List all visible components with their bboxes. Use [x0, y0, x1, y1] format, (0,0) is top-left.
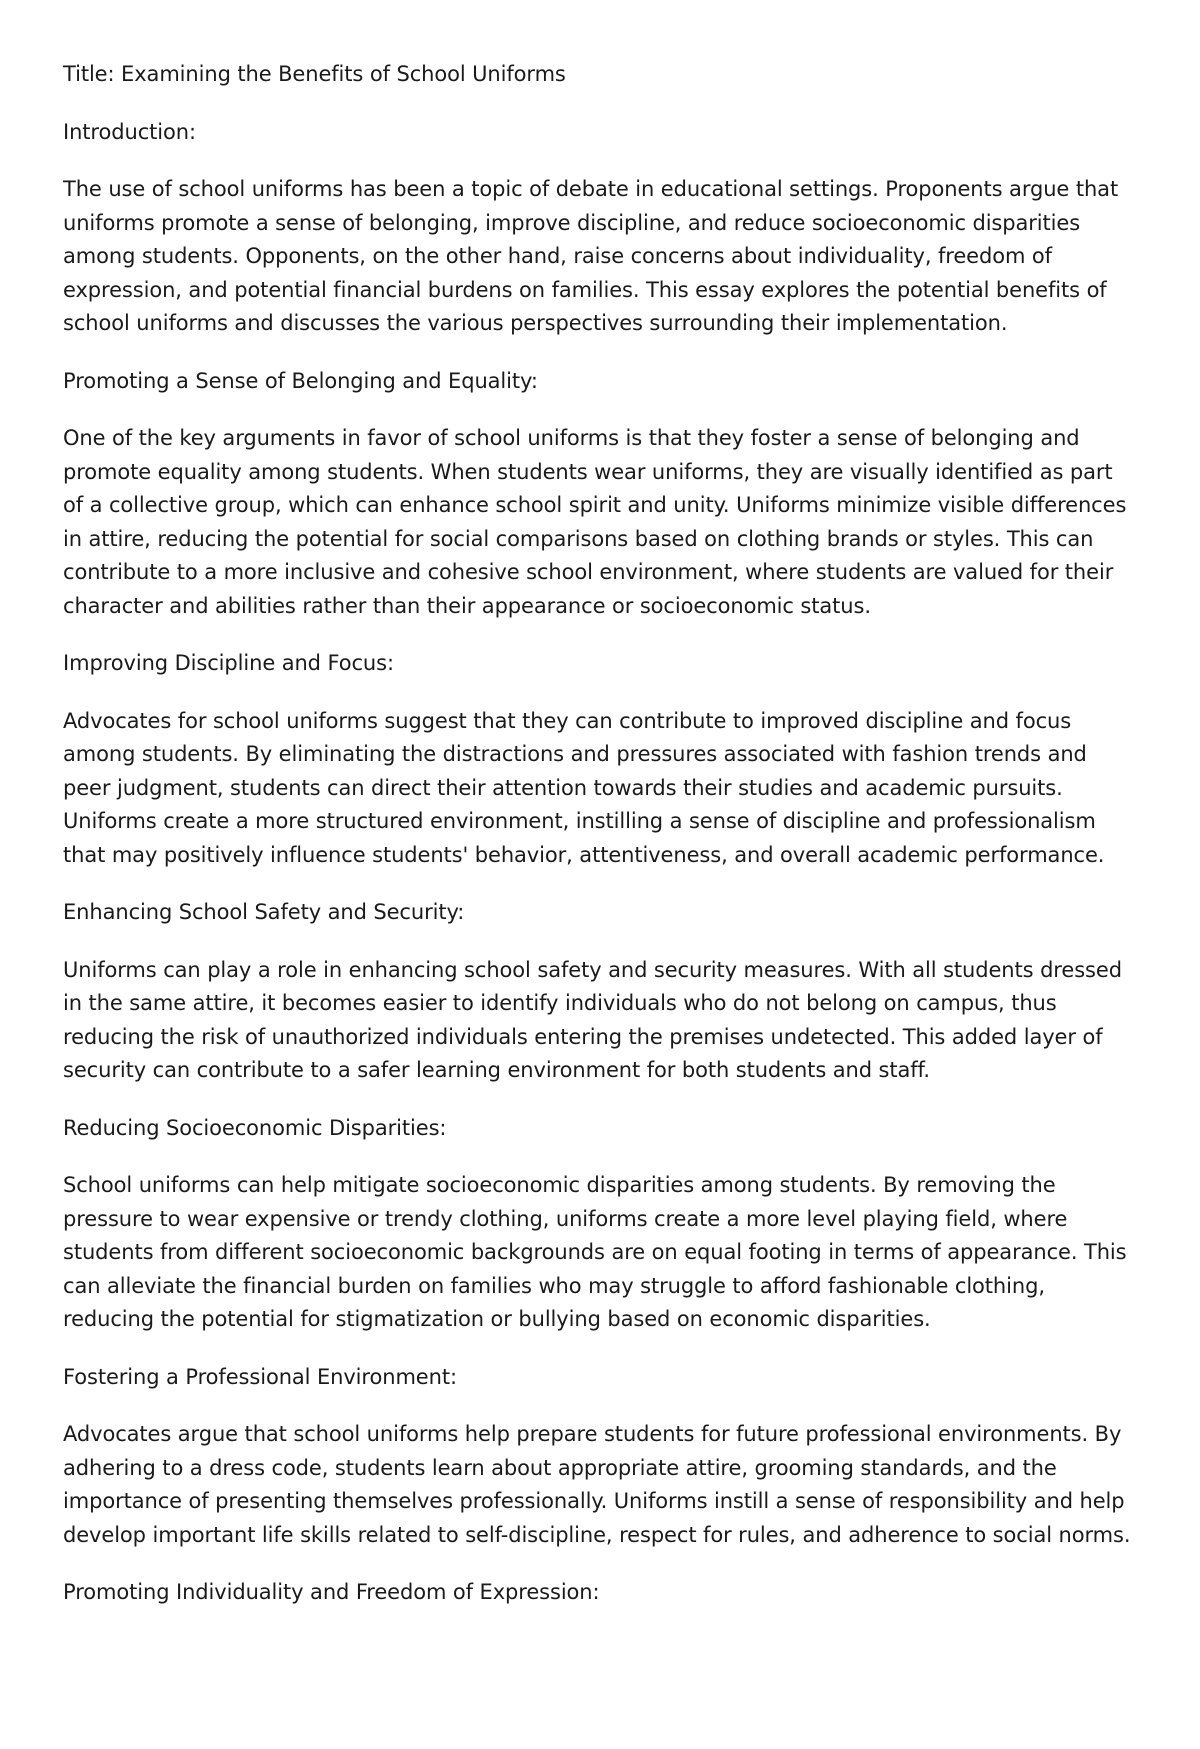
section-heading — [63, 1361, 1153, 1395]
paragraph-line: school uniforms and discusses the various perspectives surrounding their implementation. — [63, 311, 1008, 335]
paragraph-line: The use of school uniforms has been a topic of debate in educational settings. Proponents argue that — [63, 177, 1119, 201]
block-spacer — [63, 149, 1153, 173]
paragraph — [63, 1418, 1153, 1552]
block-spacer — [63, 681, 1153, 705]
paragraph-line: students from different socioeconomic backgrounds are on equal footing in terms of appearance. This — [63, 1240, 1127, 1264]
heading-line: Enhancing School Safety and Security: — [63, 900, 465, 924]
paragraph — [63, 422, 1153, 623]
paragraph-line: of a collective group, which can enhance school spirit and unity. Uniforms minimize visible differences — [63, 493, 1127, 517]
paragraph — [63, 954, 1153, 1088]
paragraph-line: contribute to a more inclusive and cohesive school environment, where students are valued for their — [63, 560, 1114, 584]
paragraph-line: expression, and potential financial burdens on families. This essay explores the potential benefits of — [63, 277, 1107, 302]
paragraph-line: reducing the potential for stigmatization or bullying based on economic disparities. — [63, 1307, 931, 1331]
heading-line: Fostering a Professional Environment: — [63, 1364, 457, 1389]
block-spacer — [63, 623, 1153, 647]
section-heading — [63, 896, 1153, 930]
document-body — [63, 92, 1153, 1610]
paragraph-line: can alleviate the financial burden on families who may struggle to afford fashionable clothing, — [63, 1273, 1045, 1298]
block-spacer — [63, 1088, 1153, 1112]
paragraph-line: in the same attire, it becomes easier to identify individuals who do not belong on campus, thus — [63, 991, 1057, 1015]
block-spacer — [63, 398, 1153, 422]
paragraph-line: adhering to a dress code, students learn about appropriate attire, grooming standards, and the — [63, 1455, 1057, 1480]
heading-line: Promoting a Sense of Belonging and Equality: — [63, 368, 538, 393]
section-heading — [63, 1112, 1153, 1146]
paragraph-line: Advocates for school uniforms suggest that they can contribute to improved discipline and focus — [63, 708, 1072, 733]
paragraph-line: School uniforms can help mitigate socioeconomic disparities among students. By removing the — [63, 1173, 1056, 1197]
paragraph-line: develop important life skills related to self-discipline, respect for rules, and adherence to social norms. — [63, 1522, 1131, 1547]
block-spacer — [63, 341, 1153, 365]
paragraph-line: One of the key arguments in favor of school uniforms is that they foster a sense of belonging and — [63, 426, 1080, 450]
block-spacer — [63, 92, 1153, 116]
paragraph-line: peer judgment, students can direct their attention towards their studies and academic pursuits. — [63, 775, 1063, 800]
paragraph — [63, 1169, 1153, 1337]
paragraph-line: among students. By eliminating the distractions and pressures associated with fashion trends and — [63, 742, 1087, 766]
heading-line: Promoting Individuality and Freedom of Expression: — [63, 1580, 600, 1604]
paragraph-line: that may positively influence students' behavior, attentiveness, and overall academic performance. — [63, 842, 1105, 867]
paragraph-line: promote equality among students. When students wear uniforms, they are visually identified as part — [63, 459, 1113, 484]
paragraph — [63, 173, 1153, 341]
paragraph-line: importance of presenting themselves professionally. Uniforms instill a sense of responsibility and help — [63, 1489, 1125, 1513]
paragraph-line: pressure to wear expensive or trendy clothing, uniforms create a more level playing field, where — [63, 1206, 1068, 1231]
paragraph-line: reducing the risk of unauthorized individuals entering the premises undetected. This added layer of — [63, 1024, 1103, 1049]
section-heading — [63, 647, 1153, 681]
heading-line: Improving Discipline and Focus: — [63, 651, 394, 675]
block-spacer — [63, 1145, 1153, 1169]
block-spacer — [63, 930, 1153, 954]
paragraph-line: Uniforms create a more structured environment, instilling a sense of discipline and professionalism — [63, 809, 1096, 833]
section-heading — [63, 1576, 1153, 1610]
paragraph-line: security can contribute to a safer learning environment for both students and staff. — [63, 1058, 930, 1082]
paragraph-line: among students. Opponents, on the other hand, raise concerns about individuality, freedom of — [63, 244, 1052, 268]
paragraph-line: in attire, reducing the potential for social comparisons based on clothing brands or styles. This can — [63, 526, 1094, 551]
paragraph-line: uniforms promote a sense of belonging, improve discipline, and reduce socioeconomic disparities — [63, 210, 1081, 235]
block-spacer — [63, 1552, 1153, 1576]
section-heading — [63, 365, 1153, 399]
paragraph-line: character and abilities rather than their appearance or socioeconomic status. — [63, 593, 871, 618]
block-spacer — [63, 872, 1153, 896]
document-title: Title: Examining the Benefits of School Uniforms — [63, 62, 566, 86]
block-spacer — [63, 1337, 1153, 1361]
paragraph-line: Advocates argue that school uniforms help prepare students for future professional environments. By — [63, 1422, 1122, 1446]
document-page — [63, 58, 1153, 1610]
paragraph — [63, 705, 1153, 873]
heading-line: Reducing Socioeconomic Disparities: — [63, 1115, 447, 1140]
block-spacer — [63, 1394, 1153, 1418]
section-heading — [63, 116, 1153, 150]
paragraph-line: Uniforms can play a role in enhancing school safety and security measures. With all students dressed — [63, 957, 1122, 982]
heading-line: Introduction: — [63, 119, 196, 144]
